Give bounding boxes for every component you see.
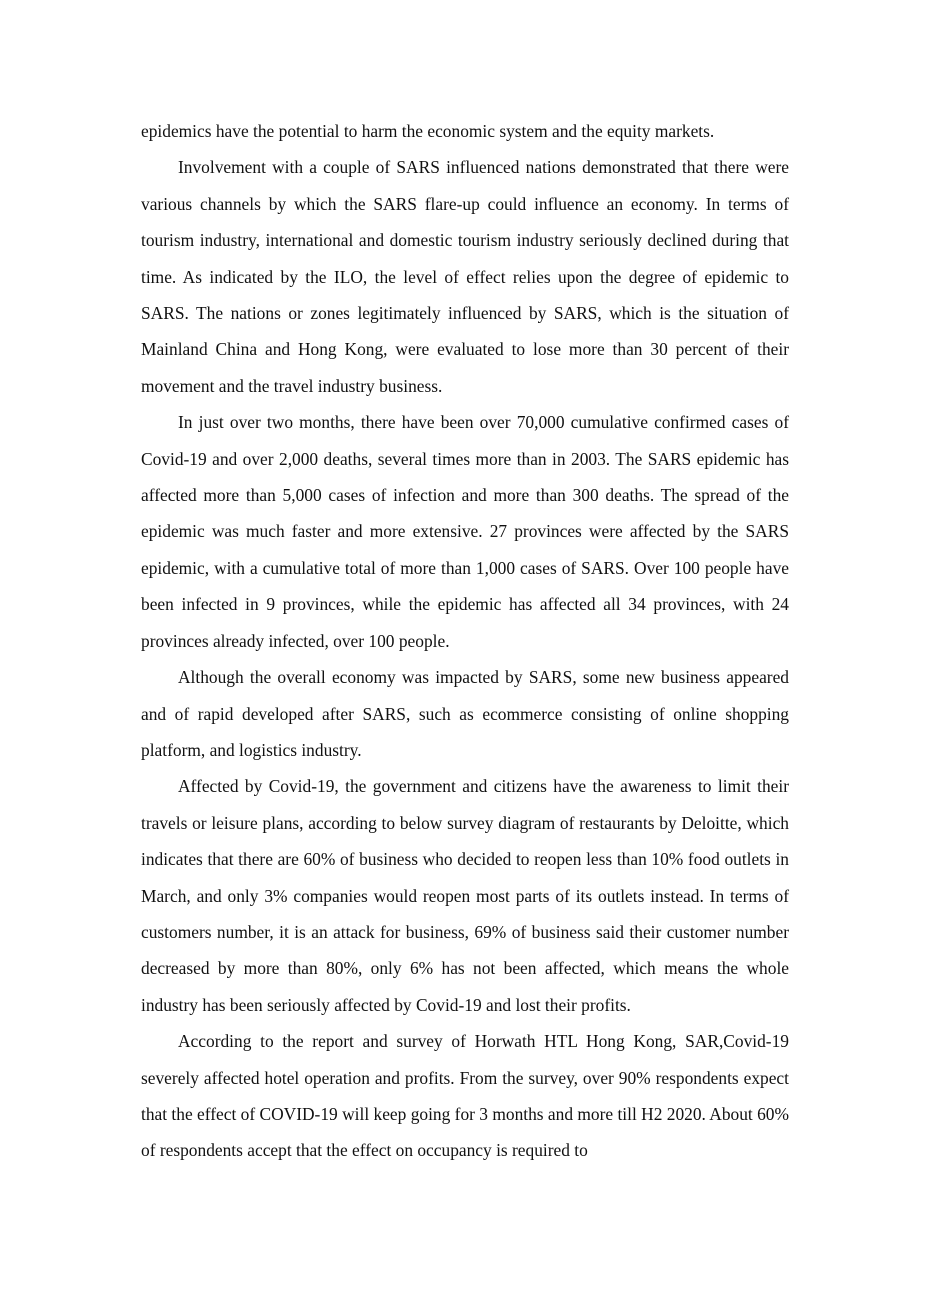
paragraph-new-business: Although the overall economy was impacted by SARS, some new business appeared and of rapid developed after SARS, such as ecommerce consisting of online shopping platform, and logistics industry. [141, 667, 789, 760]
document-page [141, 113, 789, 1169]
paragraph-horwath-survey: According to the report and survey of Horwath HTL Hong Kong, SAR,Covid-19 severely affected hotel operation and profits. From the survey, over 90% respondents expect that the effect of COVID-19 will keep going for 3 months and more till H2 2020. About 60% of respondents accept that the effect on occupancy is required to [141, 1031, 789, 1161]
paragraph-continuation: epidemics have the potential to harm the economic system and the equity markets. [141, 121, 715, 141]
paragraph-sars-experience: Involvement with a couple of SARS influenced nations demonstrated that there were various channels by which the SARS flare-up could influence an economy. In terms of tourism industry, international and domestic tourism industry seriously declined during that time. As indicated by the ILO, the level of effect relies upon the degree of epidemic to SARS. The nations or zones legitimately influenced by SARS, which is the situation of Mainland China and Hong Kong, were evaluated to lose more than 30 percent of their movement and the travel industry business. [141, 157, 789, 396]
paragraph-covid-vs-sars: In just over two months, there have been over 70,000 cumulative confirmed cases of Covid-19 and over 2,000 deaths, several times more than in 2003. The SARS epidemic has affected more than 5,000 cases of infection and more than 300 deaths. The spread of the epidemic was much faster and more extensive. 27 provinces were affected by the SARS epidemic, with a cumulative total of more than 1,000 cases of SARS. Over 100 people have been infected in 9 provinces, while the epidemic has affected all 34 provinces, with 24 provinces already infected, over 100 people. [141, 412, 789, 651]
paragraph-deloitte-survey: Affected by Covid-19, the government and citizens have the awareness to limit their travels or leisure plans, according to below survey diagram of restaurants by Deloitte, which indicates that there are 60% of business who decided to reopen less than 10% food outlets in March, and only 3% companies would reopen most parts of its outlets instead. In terms of customers number, it is an attack for business, 69% of business said their customer number decreased by more than 80%, only 6% has not been affected, which means the whole industry has been seriously affected by Covid-19 and lost their profits. [141, 776, 789, 1015]
